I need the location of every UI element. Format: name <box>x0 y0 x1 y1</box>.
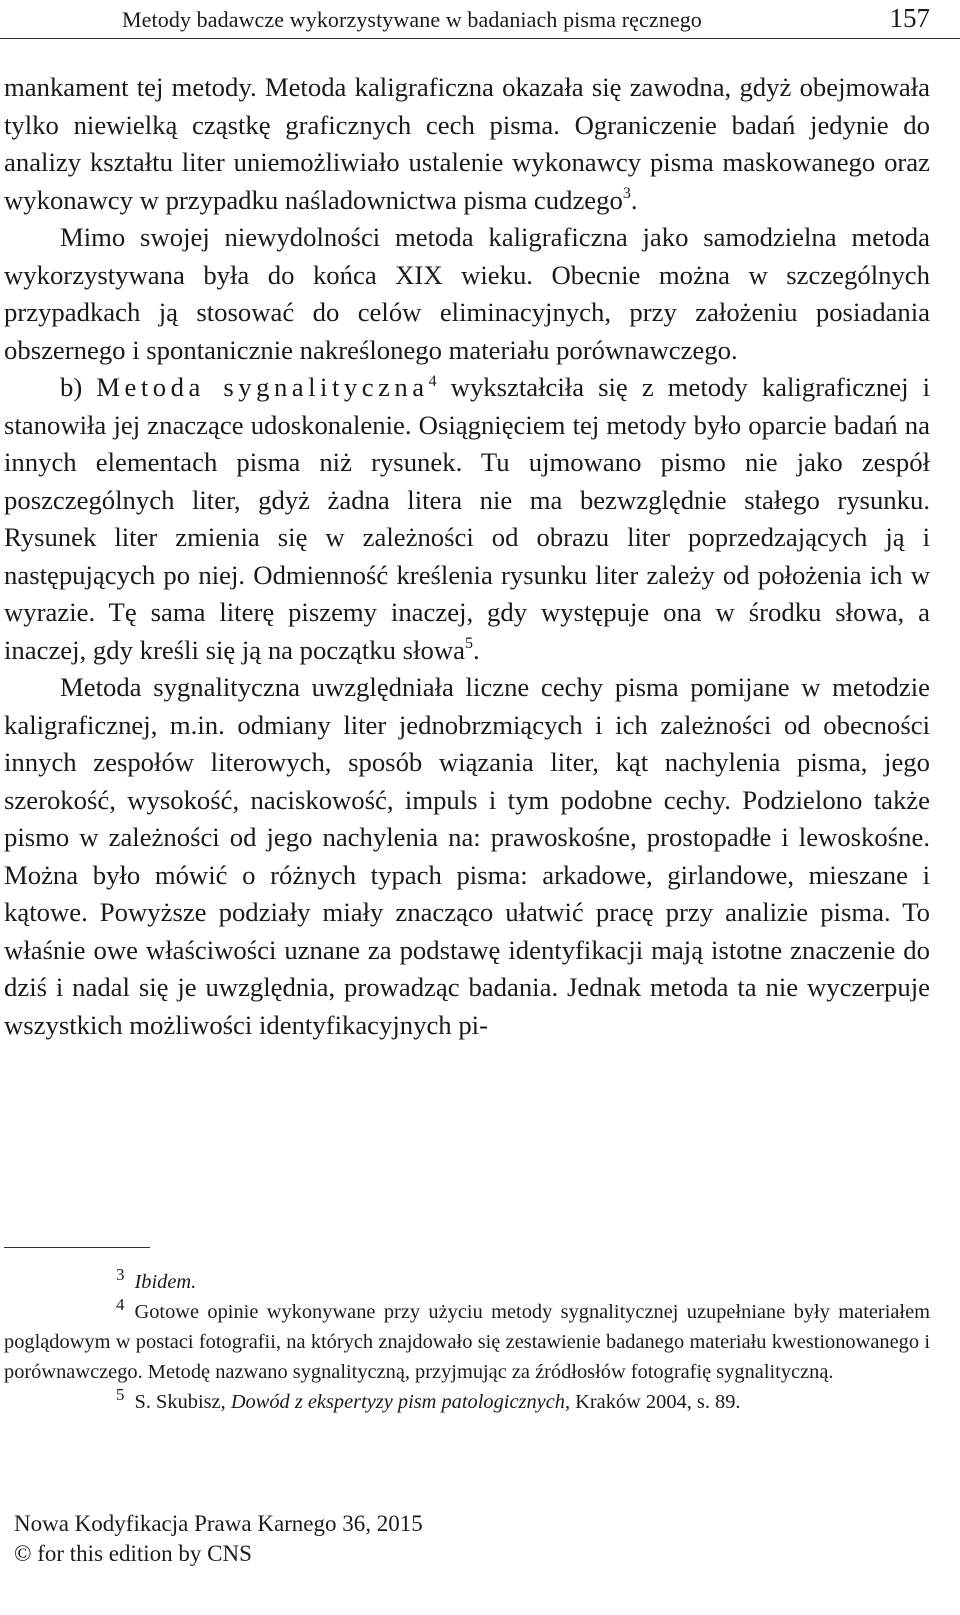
footnote-ref-5[interactable]: 5 <box>464 635 473 653</box>
imprint <box>14 1509 423 1569</box>
running-head <box>0 3 960 40</box>
running-head-title: Metody badawcze wykorzystywane w badaniach pisma ręcznego <box>122 7 702 32</box>
footnote-5: 5 S. Skubisz, Dowód z ekspertyzy pism patologicznych, Kraków 2004, s. 89. <box>116 1385 741 1413</box>
paragraph-4: Metoda sygnalityczna uwzględniała liczne cechy pisma pomijane w metodzie kaligraficznej, m.in. odmiany liter jednobrzmiących i ich zależności od obecności innych zespołów literowych, sposób wiązania liter, kąt nachylenia pisma, jego szerokość, wysokość, naciskowość, impuls i tym podobne cechy. Podzielono także pismo w zależności od jego nachylenia na: prawoskośne, prostopadłe i lewoskośne. Można było mówić o różnych typach pisma: arkadowe, girlandowe, mieszane i kątowe. Powyższe podziały miały znacząco ułatwić pracę przy analizie pisma. To właśnie owe właściwości uznane za podstawę identyfikacji mają istotne znaczenie do dziś i nadal się je uwzględnia, prowadząc badania. Jednak metoda ta nie wyczerpuje wszystkich możliwości identyfikacyjnych pi- <box>4 672 930 1040</box>
footnote-text: S. Skubisz, <box>134 1391 231 1413</box>
paragraph-1 <box>4 69 930 219</box>
footnote-text-after: , Kraków 2004, s. 89. <box>564 1391 741 1413</box>
term-metoda-sygnalityczna: Metoda sygnalityczna <box>96 372 429 402</box>
footnote-text: Ibidem. <box>134 1271 197 1293</box>
footnotes <box>4 1267 930 1417</box>
copyright-notice: © for this edition by CNS <box>14 1541 252 1566</box>
footnote-text: Gotowe opinie wykonywane przy użyciu metody sygnalitycznej uzupełniane były materiałem poglądowym w postaci fotografii, na których znajdowało się zestawienie badanego materiału kwestionowanego i porównawczego. Metodę nazwano sygnalityczną, przyjmując za źródłosłów fotografię sygnalityczną. <box>4 1301 930 1383</box>
footnote-ref-3[interactable]: 3 <box>622 185 631 203</box>
paragraph-3 <box>4 369 930 669</box>
footnote-4: 4 Gotowe opinie wykonywane przy użyciu metody sygnalitycznej uzupełniane były materiałem poglądowym w postaci fotografii, na których znajdowało się zestawienie badanego materiału kwestionowanego i porównawczego. Metodę nazwano sygnalityczną, przyjmując za źródłosłów fotografię sygnalityczną. <box>4 1295 930 1383</box>
page-number: 157 <box>889 3 930 33</box>
paragraph-3-text: wykształciła się z metody kaligraficznej i stanowiła jej znaczące udoskonalenie. Osiągnięciem tej metody było oparcie badań na innych elementach pisma niż rysunek. Tu ujmowano pismo nie jako zespół poszczególnych liter, gdyż żadna litera nie ma bezwzględnie stałego rysunku. Rysunek liter zmienia się w zależności od obrazu liter poprzedzających ją i następujących po niej. Odmienność kreślenia rysunku liter zależy od położenia ich w wyrazie. Tę sama literę piszemy inaczej, gdy występuje ona w środku słowa, a inaczej, gdy kreśli się ją na początku słowa <box>4 372 930 665</box>
header-rule <box>0 38 960 39</box>
footnote-title: Dowód z ekspertyzy pism patologicznych <box>230 1391 565 1413</box>
journal-imprint: Nowa Kodyfikacja Prawa Karnego 36, 2015 <box>14 1511 423 1536</box>
paragraph-1-text: mankament tej metody. Metoda kaligraficzna okazała się zawodna, gdyż obejmowała tylko niewielką cząstkę graficznych cech pisma. Ograniczenie badań jedynie do analizy kształtu liter uniemożliwiało ustalenie wykonawcy pisma maskowanego oraz wykonawcy w przypadku naśladownictwa pisma cudzego <box>4 72 930 215</box>
paragraph-2: Mimo swojej niewydolności metoda kaligraficzna jako samodzielna metoda wykorzystywana była do końca XIX wieku. Obecnie można w szczególnych przypadkach ją stosować do celów eliminacyjnych, przy założeniu posiadania obszernego i spontanicznie nakreślonego materiału porównawczego. <box>4 222 930 365</box>
footnote-rule <box>4 1247 150 1248</box>
footnote-3: 3 Ibidem. <box>116 1265 197 1293</box>
footnote-ref-4[interactable]: 4 <box>428 372 437 390</box>
paragraph-1-tail: . <box>630 184 638 215</box>
paragraph-3-tail: . <box>472 634 480 665</box>
main-text <box>4 69 930 1044</box>
paragraph-3-prefix: b) <box>60 372 97 402</box>
